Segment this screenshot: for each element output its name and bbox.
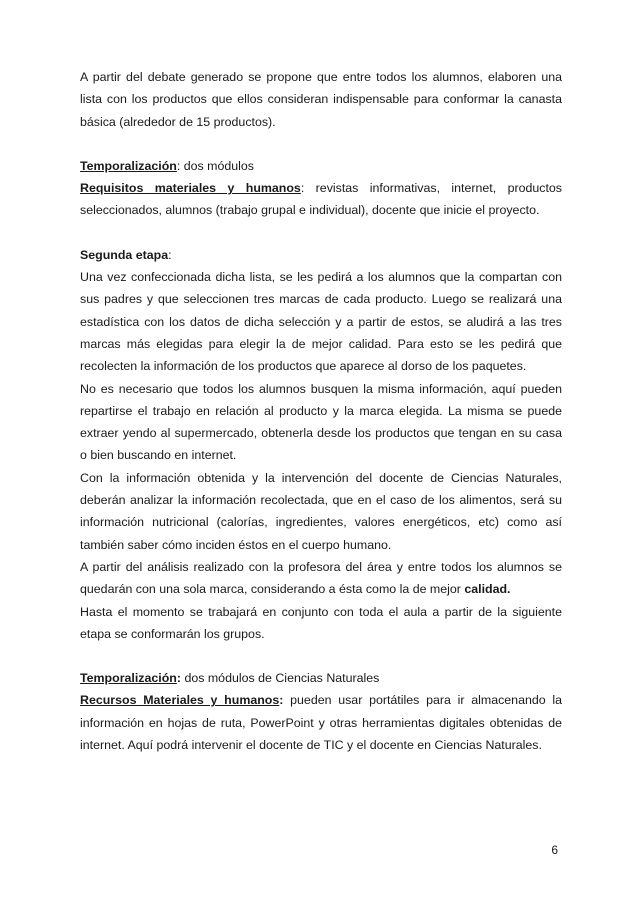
recursos-paragraph [80, 689, 562, 756]
segunda-etapa-heading: Segunda etapa [80, 247, 169, 262]
paragraph-4-text: A partir del análisis realizado con la profesora del área y entre todos los alumnos se quedarán con una sola marca, considerando a ésta como la de mejor [80, 559, 562, 597]
temporalizacion-colon-2: : [176, 671, 181, 686]
requisitos-value: : revistas informativas, internet, productos seleccionados, alumnos (trabajo grupal e individual), docente que inicie el proyecto. [80, 181, 562, 218]
requisitos-paragraph [80, 177, 562, 222]
segunda-etapa-heading-line [80, 244, 562, 266]
temporalizacion-value-2: dos módulos de Ciencias Naturales [181, 671, 380, 686]
temporalizacion-value: : dos módulos [176, 158, 254, 173]
temporalizacion-label-2: Temporalización [80, 671, 177, 686]
recursos-label: Recursos Materiales y humanos [80, 693, 280, 708]
temporalizacion-line-2 [80, 667, 562, 689]
intro-paragraph: A partir del debate generado se propone que entre todos los alumnos, elaboren una lista con los productos que ellos consideran indispensable para conformar la canasta básica (alrededor de 15 productos). [80, 70, 562, 129]
segunda-etapa-paragraph-5: Hasta el momento se trabajará en conjunto con toda el aula a partir de la siguiente etapa se conformarán los grupos. [80, 604, 562, 641]
document-page [80, 66, 562, 756]
segunda-etapa-paragraph-4 [80, 556, 562, 601]
temporalizacion-label: Temporalización [80, 158, 177, 173]
recursos-colon: : [279, 693, 284, 708]
spacer [80, 645, 562, 667]
segunda-etapa-paragraph-1: Una vez confeccionada dicha lista, se les pedirá a los alumnos que la compartan con sus padres y que seleccionen tres marcas de cada producto. Luego se realizará una estadística con los datos de dicha selección y a partir de estos, se aludirá a las tres marcas más elegidas para elegir la de mejor calidad. Para esto se les pedirá que recolecten la información de los productos que aparece al dorso de los paquetes. [80, 270, 562, 374]
spacer [80, 133, 562, 155]
requisitos-label: Requisitos materiales y humanos [80, 181, 301, 196]
paragraph-4-bold: calidad. [464, 582, 511, 597]
recursos-value: pueden usar portátiles para ir almacenando la información en hojas de ruta, PowerPoint y otras herramientas digitales obtenidas de internet. Aquí podrá intervenir el docente de TIC y el docente en Ciencias Naturales. [80, 693, 563, 753]
heading-colon: : [168, 247, 172, 262]
spacer [80, 222, 562, 244]
segunda-etapa-paragraph-2: No es necesario que todos los alumnos busquen la misma información, aquí pueden repartirse el trabajo en relación al producto y la marca elegida. La misma se puede extraer yendo al supermercado, obtenerla desde los productos que tengan en su casa o bien buscando en internet. [80, 381, 562, 463]
segunda-etapa-paragraph-3: Con la información obtenida y la intervención del docente de Ciencias Naturales, deberán analizar la información recolectada, que en el caso de los alimentos, será su información nutricional (calorías, ingredientes, valores energéticos, etc) como así también saber cómo inciden éstos en el cuerpo humano. [80, 470, 562, 552]
temporalizacion-line-1 [80, 155, 562, 177]
page-number: 6 [551, 843, 558, 857]
